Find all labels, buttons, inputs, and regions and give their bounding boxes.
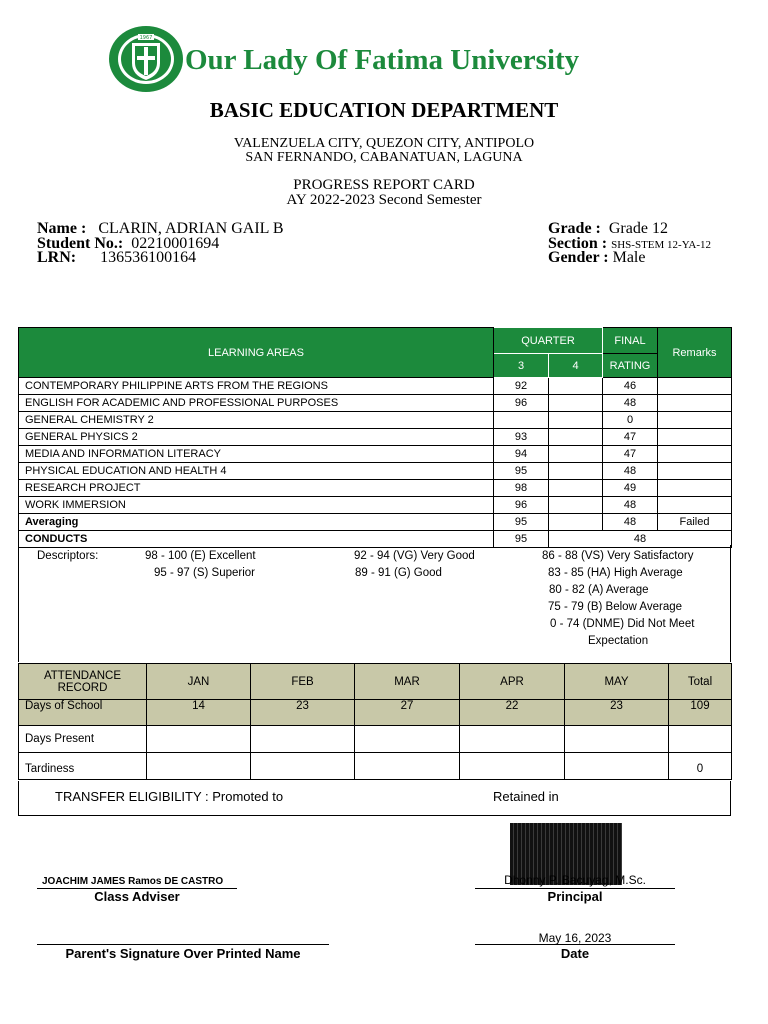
grade-row <box>19 378 732 395</box>
campuses-line-2: SAN FERNANDO, CABANATUAN, LAGUNA <box>245 150 523 165</box>
days-of-school-total: 109 <box>669 700 732 726</box>
adviser-role: Class Adviser <box>94 889 180 904</box>
subject-name: CONTEMPORARY PHILIPPINE ARTS FROM THE REGIONS <box>19 378 494 395</box>
conducts-label: CONDUCTS <box>19 531 494 548</box>
grade-row <box>19 395 732 412</box>
student-no-label: Student No.: <box>37 235 124 252</box>
learning-areas-header: LEARNING AREAS <box>19 328 494 378</box>
name-label: Name : <box>37 220 87 237</box>
report-title: PROGRESS REPORT CARD <box>293 177 475 193</box>
averaging-final: 48 <box>603 514 658 531</box>
lrn-row <box>37 249 196 267</box>
attendance-record-label-1: ATTENDANCE <box>43 669 122 682</box>
grade-row <box>19 480 732 497</box>
grades-table <box>18 327 732 548</box>
tardiness-value <box>460 753 565 780</box>
university-seal <box>108 25 184 93</box>
student-name: CLARIN, ADRIAN GAIL B <box>98 220 284 237</box>
days-of-school-value: 22 <box>460 700 565 726</box>
gender-value: Male <box>612 249 646 266</box>
final-rating: 0 <box>603 412 658 429</box>
month-header: MAR <box>355 664 460 700</box>
days-of-school-value: 23 <box>565 700 669 726</box>
month-header: MAY <box>565 664 669 700</box>
quarter-3-grade: 95 <box>494 463 549 480</box>
descriptor-item: 98 - 100 (E) Excellent <box>145 550 256 562</box>
descriptors-label: Descriptors: <box>37 550 99 562</box>
grade-row <box>19 412 732 429</box>
days-present-value <box>565 726 669 753</box>
grade-row <box>19 429 732 446</box>
tardiness-value <box>251 753 355 780</box>
transfer-eligibility-label: TRANSFER ELIGIBILITY : Promoted to <box>55 789 284 804</box>
descriptor-item: 0 - 74 (DNME) Did Not Meet <box>550 618 695 630</box>
quarter-4-grade <box>549 497 603 514</box>
month-header: JAN <box>147 664 251 700</box>
remarks <box>658 480 732 497</box>
final-header-2: RATING <box>603 354 658 378</box>
campuses-line-1: VALENZUELA CITY, QUEZON CITY, ANTIPOLO <box>233 136 535 151</box>
final-rating: 47 <box>603 429 658 446</box>
descriptor-item: 80 - 82 (A) Average <box>549 584 649 596</box>
quarter-3-grade: 93 <box>494 429 549 446</box>
parent-signature-line <box>37 944 329 945</box>
quarter-4-grade <box>549 446 603 463</box>
days-present-value <box>251 726 355 753</box>
quarter-4-grade <box>549 480 603 497</box>
subject-name: ENGLISH FOR ACADEMIC AND PROFESSIONAL PURPOSES <box>19 395 494 412</box>
subject-name: RESEARCH PROJECT <box>19 480 494 497</box>
conducts-final: 48 <box>549 531 732 548</box>
quarter-4-grade <box>549 463 603 480</box>
descriptor-item: 95 - 97 (S) Superior <box>154 567 255 579</box>
remarks <box>658 497 732 514</box>
descriptor-item: 83 - 85 (HA) High Average <box>548 567 683 579</box>
quarter-3-grade: 94 <box>494 446 549 463</box>
grade-row <box>19 497 732 514</box>
conducts-q3: 95 <box>494 531 549 548</box>
section-value: SHS-STEM 12-YA-12 <box>611 239 712 251</box>
final-rating: 48 <box>603 395 658 412</box>
grade-row <box>19 446 732 463</box>
quarter-3-header: 3 <box>494 354 549 378</box>
remarks <box>658 412 732 429</box>
transfer-eligibility-box <box>18 781 731 816</box>
final-rating: 49 <box>603 480 658 497</box>
total-header: Total <box>669 664 732 700</box>
quarter-3-grade: 96 <box>494 395 549 412</box>
quarter-3-grade: 92 <box>494 378 549 395</box>
department-title: BASIC EDUCATION DEPARTMENT <box>209 98 559 122</box>
quarter-4-grade <box>549 429 603 446</box>
subject-name: GENERAL CHEMISTRY 2 <box>19 412 494 429</box>
averaging-label: Averaging <box>19 514 494 531</box>
descriptors-box <box>18 545 731 662</box>
remarks <box>658 463 732 480</box>
attendance-table <box>18 663 732 780</box>
date-label: Date <box>560 946 590 961</box>
days-of-school-label: Days of School <box>19 700 147 726</box>
month-header: APR <box>460 664 565 700</box>
academic-year: AY 2022-2023 Second Semester <box>286 192 482 208</box>
averaging-q4 <box>549 514 603 531</box>
month-header: FEB <box>251 664 355 700</box>
descriptor-item: 86 - 88 (VS) Very Satisfactory <box>542 550 694 562</box>
date-value: May 16, 2023 <box>538 931 612 945</box>
quarter-3-grade: 98 <box>494 480 549 497</box>
averaging-q3: 95 <box>494 514 549 531</box>
remarks <box>658 429 732 446</box>
grade-label: Grade : <box>548 220 601 237</box>
lrn-value: 136536100164 <box>100 249 197 266</box>
gender-label: Gender : <box>548 249 609 266</box>
tardiness-total: 0 <box>669 753 732 780</box>
remarks <box>658 395 732 412</box>
attendance-record-header <box>19 664 147 700</box>
grade-value: Grade 12 <box>608 220 668 237</box>
retained-in-label: Retained in <box>493 789 559 804</box>
subject-name: MEDIA AND INFORMATION LITERACY <box>19 446 494 463</box>
subject-name: GENERAL PHYSICS 2 <box>19 429 494 446</box>
final-rating: 46 <box>603 378 658 395</box>
quarter-3-grade: 96 <box>494 497 549 514</box>
quarter-4-grade <box>549 395 603 412</box>
tardiness-label: Tardiness <box>19 753 147 780</box>
days-present-value <box>147 726 251 753</box>
date-line <box>475 944 675 945</box>
principal-role: Principal <box>547 889 603 904</box>
quarter-header: QUARTER <box>494 328 603 354</box>
principal-name: Dhonny P. Bacuyag, M.Sc. <box>504 873 646 887</box>
remarks-header: Remarks <box>658 328 732 378</box>
quarter-4-header: 4 <box>549 354 603 378</box>
final-rating: 47 <box>603 446 658 463</box>
descriptor-item: Expectation <box>588 635 649 647</box>
tardiness-value <box>147 753 251 780</box>
descriptor-item: 75 - 79 (B) Below Average <box>548 601 683 613</box>
subject-name: PHYSICAL EDUCATION AND HEALTH 4 <box>19 463 494 480</box>
descriptor-item: 92 - 94 (VG) Very Good <box>354 550 475 562</box>
descriptor-item: 89 - 91 (G) Good <box>355 567 442 579</box>
days-present-total <box>669 726 732 753</box>
parent-signature-label: Parent's Signature Over Printed Name <box>65 946 301 961</box>
quarter-4-grade <box>549 378 603 395</box>
days-of-school-value: 27 <box>355 700 460 726</box>
lrn-label: LRN: <box>37 249 77 266</box>
subject-name: WORK IMMERSION <box>19 497 494 514</box>
days-present-value <box>355 726 460 753</box>
grade-row <box>19 463 732 480</box>
seal-year: 1967 <box>139 35 153 41</box>
adviser-name: JOACHIM JAMES Ramos DE CASTRO <box>42 876 224 887</box>
student-no: 02210001694 <box>131 235 220 252</box>
days-of-school-value: 14 <box>147 700 251 726</box>
final-rating: 48 <box>603 497 658 514</box>
days-present-label: Days Present <box>19 726 147 753</box>
days-of-school-value: 23 <box>251 700 355 726</box>
days-present-value <box>460 726 565 753</box>
gender-row <box>548 249 645 267</box>
quarter-4-grade <box>549 412 603 429</box>
tardiness-value <box>565 753 669 780</box>
averaging-remarks: Failed <box>658 514 732 531</box>
tardiness-value <box>355 753 460 780</box>
final-header-1: FINAL <box>603 328 658 354</box>
remarks <box>658 378 732 395</box>
attendance-record-label-2: RECORD <box>57 681 108 694</box>
remarks <box>658 446 732 463</box>
quarter-3-grade <box>494 412 549 429</box>
section-label: Section : <box>548 235 608 252</box>
university-name: Our Lady Of Fatima University <box>185 44 580 76</box>
final-rating: 48 <box>603 463 658 480</box>
